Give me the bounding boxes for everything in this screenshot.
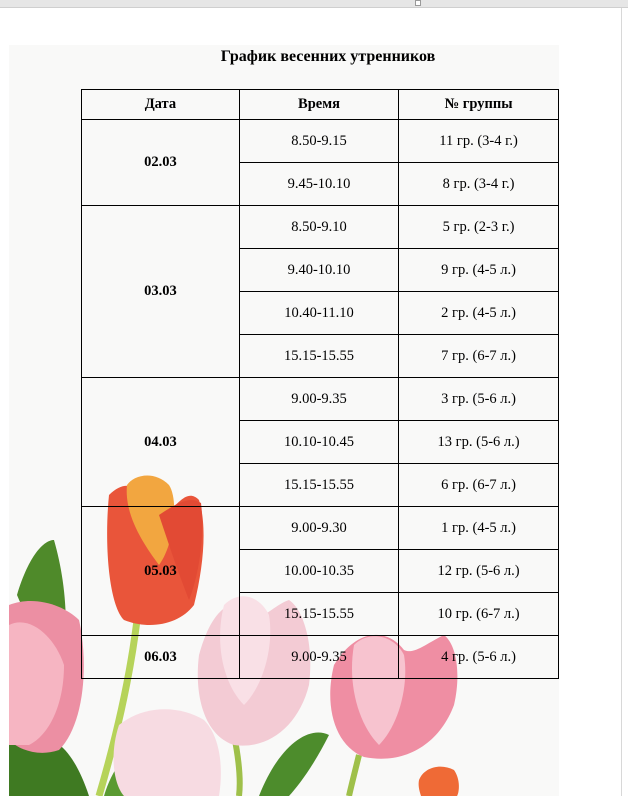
time-cell: 10.40-11.10 bbox=[239, 292, 398, 335]
group-cell: 7 гр. (6-7 л.) bbox=[399, 335, 559, 378]
schedule-table bbox=[81, 89, 559, 679]
document-title: График весенних утренников bbox=[220, 48, 436, 65]
group-cell: 4 гр. (5-6 л.) bbox=[399, 636, 559, 679]
table-row bbox=[82, 206, 559, 249]
time-cell: 10.00-10.35 bbox=[239, 550, 398, 593]
time-cell: 8.50-9.10 bbox=[239, 206, 398, 249]
time-cell: 9.40-10.10 bbox=[239, 249, 398, 292]
date-cell: 02.03 bbox=[82, 120, 240, 206]
group-cell: 3 гр. (5-6 л.) bbox=[399, 378, 559, 421]
header-group: № группы bbox=[399, 90, 559, 120]
time-cell: 9.00-9.35 bbox=[239, 636, 398, 679]
table-row bbox=[82, 378, 559, 421]
group-cell: 1 гр. (4-5 л.) bbox=[399, 507, 559, 550]
time-cell: 15.15-15.55 bbox=[239, 335, 398, 378]
time-cell: 8.50-9.15 bbox=[239, 120, 398, 163]
editor-top-bar bbox=[0, 0, 628, 8]
date-cell: 05.03 bbox=[82, 507, 240, 636]
table-header-row bbox=[82, 90, 559, 120]
date-cell: 06.03 bbox=[82, 636, 240, 679]
group-cell: 12 гр. (5-6 л.) bbox=[399, 550, 559, 593]
time-cell: 15.15-15.55 bbox=[239, 593, 398, 636]
group-cell: 6 гр. (6-7 л.) bbox=[399, 464, 559, 507]
time-cell: 9.00-9.30 bbox=[239, 507, 398, 550]
tab-stop-marker[interactable] bbox=[415, 0, 421, 6]
group-cell: 13 гр. (5-6 л.) bbox=[399, 421, 559, 464]
time-cell: 10.10-10.45 bbox=[239, 421, 398, 464]
table-row bbox=[82, 120, 559, 163]
document-page bbox=[9, 45, 559, 796]
page-edge-line bbox=[621, 8, 622, 796]
header-time: Время bbox=[239, 90, 398, 120]
group-cell: 9 гр. (4-5 л.) bbox=[399, 249, 559, 292]
group-cell: 2 гр. (4-5 л.) bbox=[399, 292, 559, 335]
group-cell: 11 гр. (3-4 г.) bbox=[399, 120, 559, 163]
date-cell: 04.03 bbox=[82, 378, 240, 507]
header-date: Дата bbox=[82, 90, 240, 120]
time-cell: 9.45-10.10 bbox=[239, 163, 398, 206]
group-cell: 10 гр. (6-7 л.) bbox=[399, 593, 559, 636]
time-cell: 9.00-9.35 bbox=[239, 378, 398, 421]
time-cell: 15.15-15.55 bbox=[239, 464, 398, 507]
group-cell: 8 гр. (3-4 г.) bbox=[399, 163, 559, 206]
date-cell: 03.03 bbox=[82, 206, 240, 378]
table-row bbox=[82, 507, 559, 550]
table-row bbox=[82, 636, 559, 679]
group-cell: 5 гр. (2-3 г.) bbox=[399, 206, 559, 249]
